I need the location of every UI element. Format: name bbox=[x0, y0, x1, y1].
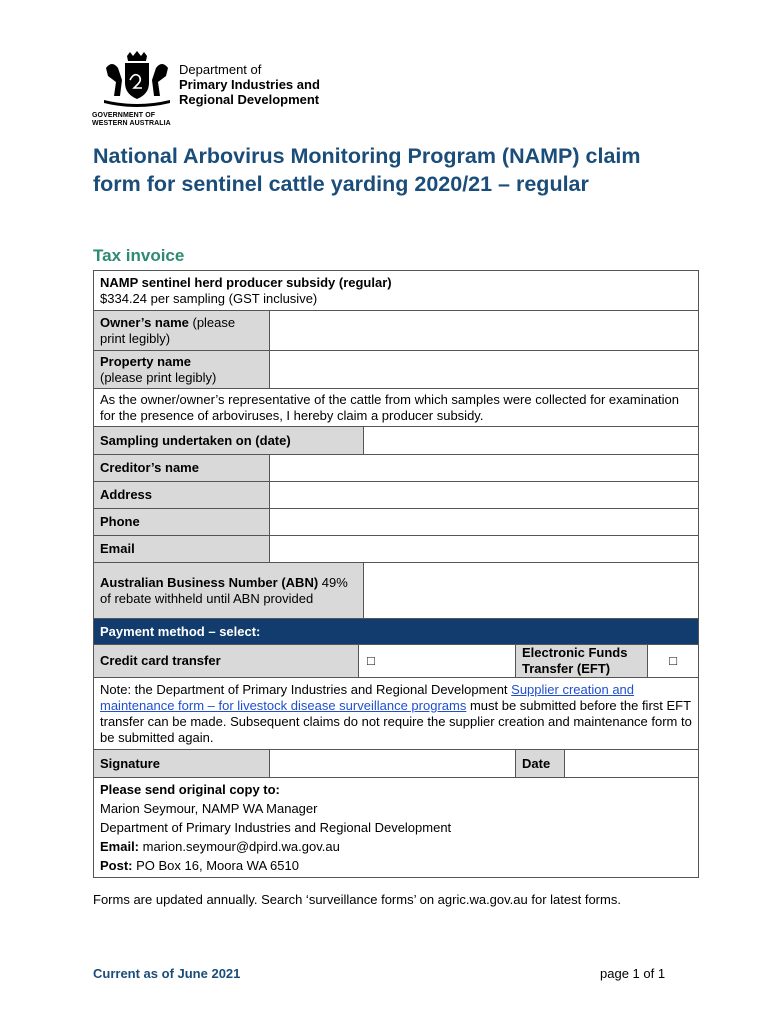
send-title: Please send original copy to: bbox=[100, 782, 280, 797]
email-label: Email bbox=[94, 536, 270, 563]
address-label: Address bbox=[94, 482, 270, 509]
property-name-label: Property name (please print legibly) bbox=[94, 351, 270, 389]
subsidy-amount: $334.24 per sampling (GST inclusive) bbox=[100, 290, 318, 306]
supplier-form-link[interactable]: Supplier creation and maintenance form – for livestock disease surveillance programs bbox=[100, 681, 635, 713]
abn-label: Australian Business Number (ABN) 49% of rebate withheld until ABN provided bbox=[94, 563, 364, 619]
credit-card-label: Credit card transfer bbox=[94, 645, 359, 678]
eft-label: Electronic Funds Transfer (EFT) bbox=[522, 645, 628, 676]
declaration-text: As the owner/owner’s representative of the cattle from which samples were collected for examination for the presence of arboviruses, I hereby claim a producer subsidy. bbox=[94, 389, 699, 427]
page-title: National Arbovirus Monitoring Program (NAMP) claim form for sentinel cattle yarding 2020/21 – regular bbox=[93, 144, 641, 196]
supplier-note: Note: the Department of Primary Industries and Regional Development Supplier creation and maintenance form – for livestock disease surveillance programs must be submitted before the first EFT transfer can be made. Subsequent claims do not require the supplier creation and maintenance form to be submitted again. bbox=[94, 678, 699, 750]
property-name-field[interactable] bbox=[270, 351, 699, 389]
phone-field[interactable] bbox=[270, 509, 699, 536]
date-label: Date bbox=[516, 750, 565, 778]
owner-name-field[interactable] bbox=[270, 311, 699, 351]
forms-update-note: Forms are updated annually. Search ‘surveillance forms’ on agric.wa.gov.au for latest forms. bbox=[93, 892, 621, 907]
page-number: page 1 of 1 bbox=[600, 966, 666, 981]
send-dept: Department of Primary Industries and Regional Development bbox=[100, 820, 452, 835]
send-post: Post: PO Box 16, Moora WA 6510 bbox=[100, 858, 299, 873]
current-as-of: Current as of June 2021 bbox=[93, 966, 241, 981]
address-field[interactable] bbox=[270, 482, 699, 509]
eft-checkbox[interactable]: □ bbox=[647, 645, 698, 677]
date-field[interactable] bbox=[565, 750, 699, 778]
sampling-date-field[interactable] bbox=[364, 427, 699, 455]
payment-method-header: Payment method – select: bbox=[94, 619, 699, 645]
creditor-name-field[interactable] bbox=[270, 455, 699, 482]
signature-field[interactable] bbox=[270, 750, 516, 778]
department-name: Department of Primary Industries and Regional Development bbox=[179, 62, 320, 107]
signature-label: Signature bbox=[94, 750, 270, 778]
email-field[interactable] bbox=[270, 536, 699, 563]
send-to-block bbox=[94, 778, 699, 878]
government-wordmark: GOVERNMENT OF WESTERN AUSTRALIA bbox=[92, 112, 171, 127]
credit-card-checkbox[interactable]: □ bbox=[359, 645, 516, 678]
send-name: Marion Seymour, NAMP WA Manager bbox=[100, 801, 318, 816]
tax-invoice-heading: Tax invoice bbox=[93, 246, 185, 265]
send-email: Email: marion.seymour@dpird.wa.gov.au bbox=[100, 839, 340, 854]
subsidy-title: NAMP sentinel herd producer subsidy (regular) bbox=[100, 274, 392, 290]
phone-label: Phone bbox=[94, 509, 270, 536]
claim-form-table bbox=[93, 270, 699, 878]
sampling-date-label: Sampling undertaken on (date) bbox=[94, 427, 364, 455]
creditor-name-label: Creditor’s name bbox=[94, 455, 270, 482]
subsidy-info-cell bbox=[94, 271, 699, 311]
owner-name-label: Owner’s name (please print legibly) bbox=[94, 311, 270, 351]
abn-field[interactable] bbox=[364, 563, 699, 619]
eft-row bbox=[516, 645, 699, 678]
